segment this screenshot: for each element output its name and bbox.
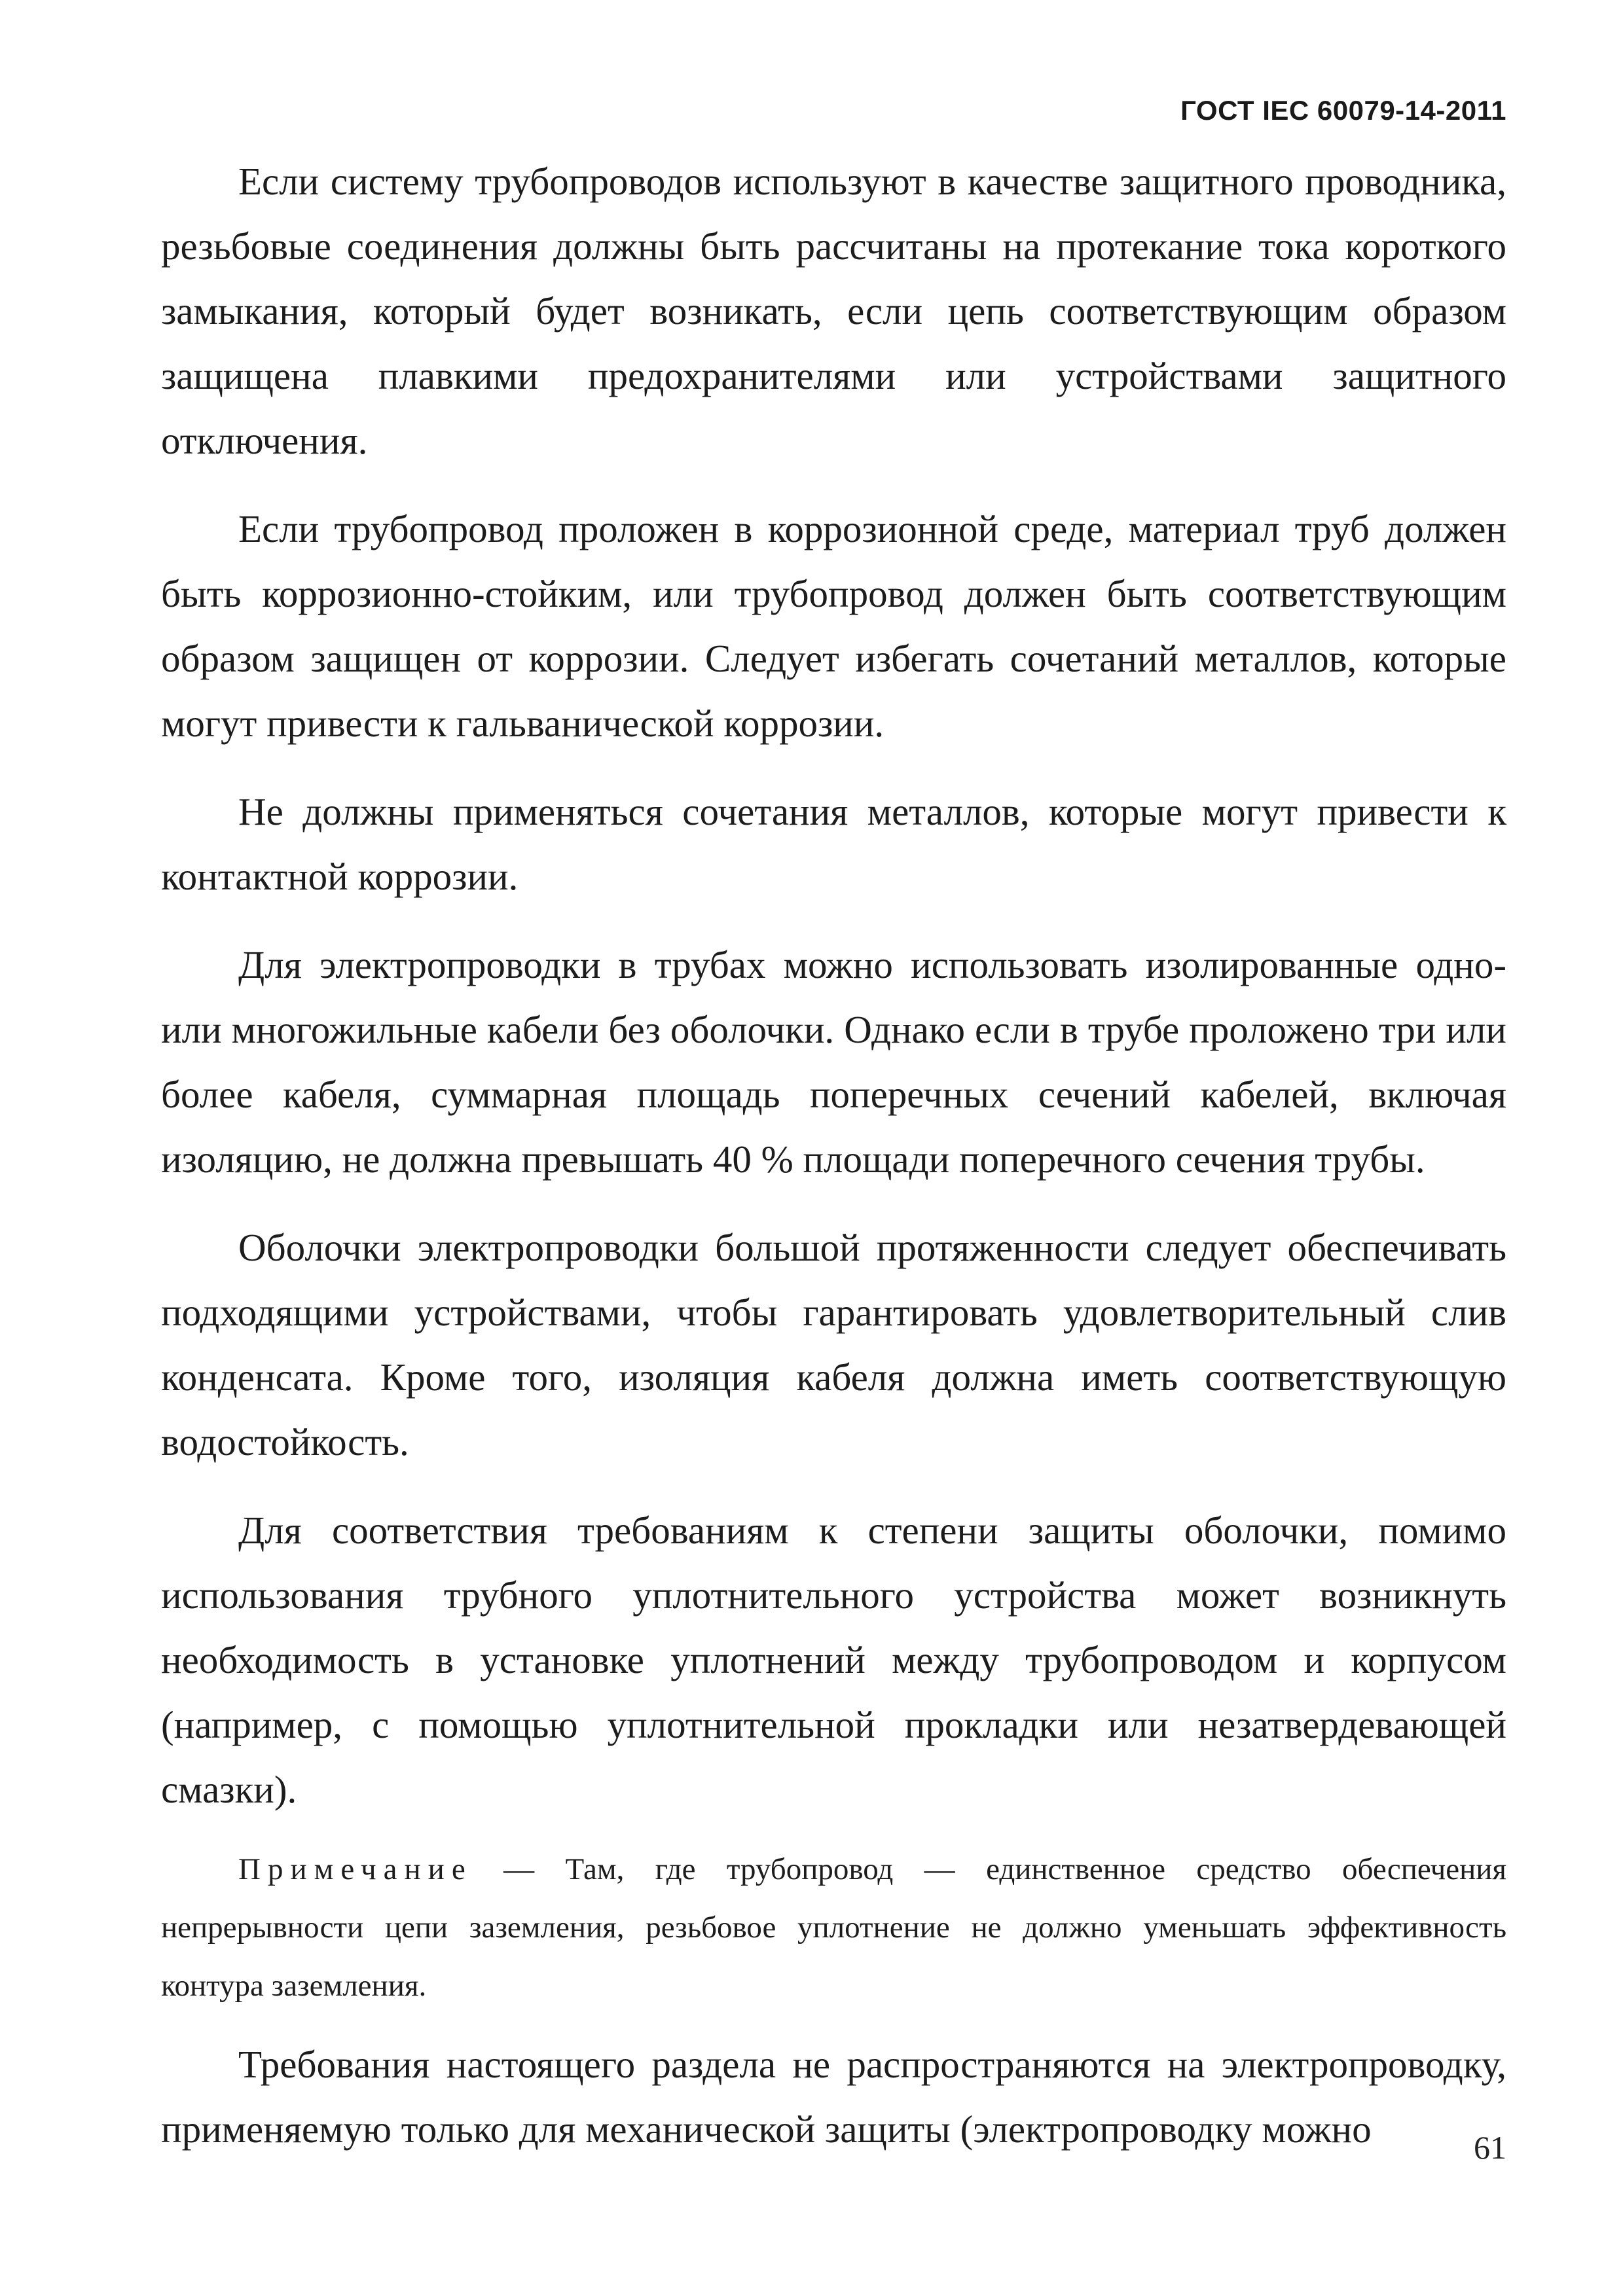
paragraph-cable-fill: Для электропроводки в трубах можно использовать изолированные одно- или многожильные кабели без оболочки. Однако если в трубе проложено три или более кабеля, суммарная площадь поперечных сечений кабелей, включая изоляцию, не должна превышать 40 % площади поперечного сечения трубы. [161, 943, 1506, 1181]
note-block [161, 1840, 1506, 2015]
page-body [161, 149, 1506, 2162]
paragraph-contact-corrosion: Не должны применяться сочетания металлов, которые могут привести к контактной коррозии. [161, 790, 1506, 898]
page-number: 61 [1474, 2129, 1506, 2166]
paragraph-ingress-protection: Для соответствия требованиям к степени защиты оболочки, помимо использования трубного уплотнительного устройства может возникнуть необходимость в установке уплотнений между трубопроводом и корпусом (например, с помощью уплотнительной прокладки или незатвердевающей смазки). [161, 1509, 1506, 1811]
paragraph-protective-conductor: Если систему трубопроводов используют в качестве защитного проводника, резьбовые соединения должны быть рассчитаны на протекание тока короткого замыкания, который будет возникать, если цепь соответствующим образом защищена плавкими предохранителями или устройствами защитного отключения. [161, 160, 1506, 462]
paragraph-mechanical-protection: Требования настоящего раздела не распространяются на электропроводку, применяемую только для механической защиты (электропроводку можно [161, 2043, 1506, 2151]
paragraph-corrosive-environment: Если трубопровод проложен в коррозионной среде, материал труб должен быть коррозионно-стойким, или трубопровод должен быть соответствующим образом защищен от коррозии. Следует избегать сочетаний металлов, которые могут привести к гальванической коррозии. [161, 507, 1506, 745]
note-label: Примечание [238, 1852, 473, 1886]
note-text: — Там, где трубопровод — единственное средство обеспечения непрерывности цепи заземления, резьбовое уплотнение не должно уменьшать эффективность контура заземления. [161, 1852, 1506, 2003]
standard-header: ГОСТ IEC 60079-14-2011 [1180, 95, 1506, 126]
paragraph-condensate-drain: Оболочки электропроводки большой протяженности следует обеспечивать подходящими устройствами, чтобы гарантировать удовлетворительный слив конденсата. Кроме того, изоляция кабеля должна иметь соответствующую водостойкость. [161, 1226, 1506, 1463]
